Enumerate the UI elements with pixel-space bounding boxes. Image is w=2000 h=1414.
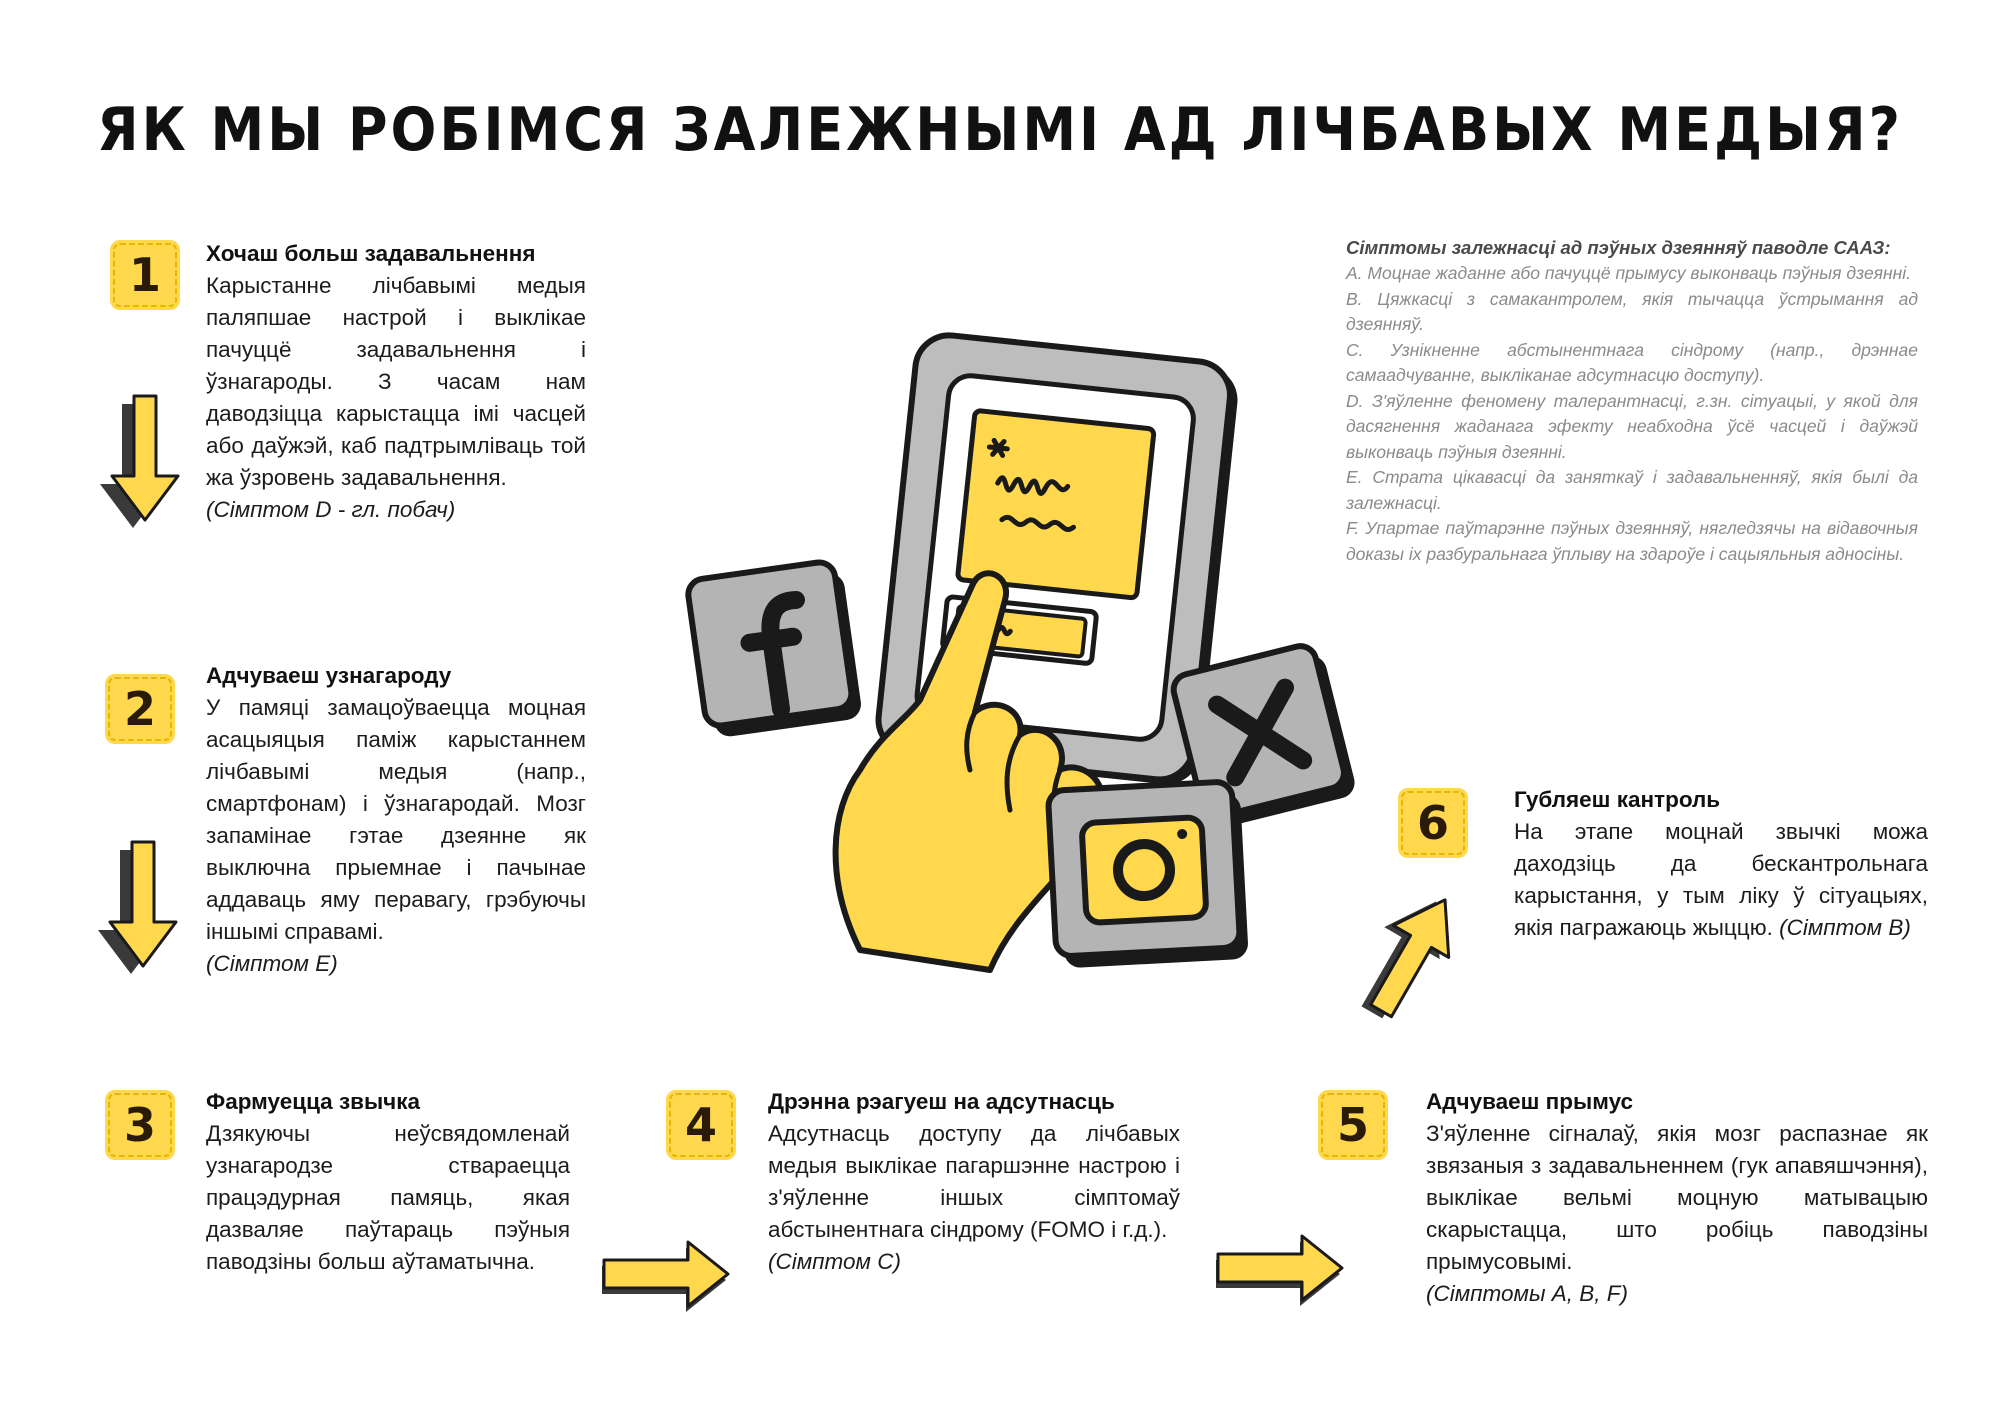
step-2-text: У памяці замацоўваецца моцная асацыяцыя паміж карыстаннем лічбавымі медыя (напр., смартфонам) і ўзнагародай. Мозг запамінае гэтае дзеянне як выключна прыемнае і пачынае аддаваць яму перавагу, грэбуючы іншымі справамі. (Сімптом E) [206,692,586,980]
who-symptom-c: C. Узнікненне абстынентнага сіндрому (напр., дрэннае самаадчуванне, выкліканае адсутнасцю доступу). [1346,339,1918,385]
who-symptom-d: D. З'яўленне феномену талерантнасці, г.зн. сітуацыі, у якой для дасягнення жаданага эфекту неабходна ўсё часцей і даўжэй выконваць пэўныя дзеянні. [1346,390,1918,462]
step-3-badge: 3 [107,1092,173,1158]
page-title: ЯК МЫ РОБІМСЯ ЗАЛЕЖНЫМІ АД ЛІЧБАВЫХ МЕДЫЯ? [97,95,1903,165]
who-symptoms [1346,234,1918,567]
step-3-text: Дзякуючы неўсвядомленай узнагародзе ствараецца працэдурная памяць, якая дазваляе паўтараць пэўныя паводзіны больш аўтаматычна. [206,1121,570,1274]
step-4-symptom: (Сімптом C) [768,1249,901,1274]
who-symptom-e: E. Страта цікавасці да заняткаў і задавальненняў, якія былі да залежнасці. [1346,467,1918,513]
step-5-text: З'яўленне сігналаў, якія мозг распазнае як звязаныя з задавальненнем (гук апавяшчэння), выклікае вельмі моцную матывацыю скарыстацца, што робіць паводзіны прымусовымі. (Сімптомы A, B, F) [1426,1118,1928,1310]
step-1 [206,238,586,526]
step-4-heading: Дрэнна рэагуеш на адсутнасць [768,1089,1115,1114]
step-3-heading: Фармуецца звычка [206,1089,421,1114]
step-6 [1514,784,1928,944]
step-1-symptom: (Сімптом D - гл. побач) [206,497,456,522]
who-symptom-b: B. Цяжкасці з самакантролем, якія тычацца ўстрымання ад дзеянняў. [1346,288,1918,334]
smartphone-illustration [660,340,1360,980]
step-1-text: Карыстанне лічбавымі медыя паляпшае настрой і выклікае пачуццё задавальнення і ўзнагароды. З часам нам даводзіцца карыстацца імі часцей або даўжэй, каб падтрымліваць той жа ўзровень задавальнення. (Сімптом D - гл. побач) [206,270,586,526]
step-2 [206,660,586,980]
step-4 [768,1086,1180,1278]
step-2-badge: 2 [107,676,173,742]
step-3 [206,1086,570,1278]
step-6-text: На этапе моцнай звычкі можа даходзіць да бескантрольнага карыстання, у тым ліку ў сітуацыях, якія пагражаюць жыццю. (Сімптом B) [1514,819,1928,940]
step-5-badge: 5 [1320,1092,1386,1158]
step-6-badge: 6 [1400,790,1466,856]
arrow-down-2 [98,838,188,978]
step-2-heading: Адчуваеш узнагароду [206,663,452,688]
step-4-badge: 4 [668,1092,734,1158]
step-5-heading: Адчуваеш прымус [1426,1089,1634,1114]
step-2-symptom: (Сімптом E) [206,951,338,976]
camera-icon [1048,781,1249,969]
facebook-icon [686,559,863,739]
step-1-badge: 1 [112,242,178,308]
who-symptom-f: F. Упартае паўтарэнне пэўных дзеянняў, нягледзячы на відавочныя доказы іх разбуральнага ўплыву на здароўе і сацыяльныя адносіны. [1346,518,1918,564]
arrow-down-1 [100,392,190,532]
who-symptom-a: A. Моцнае жаданне або пачуццё прымусу выконваць пэўныя дзеянні. [1346,263,1912,283]
who-symptoms-heading: Сімптомы залежнасці ад пэўных дзеянняў паводле СААЗ: [1346,237,1891,258]
step-6-heading: Губляеш кантроль [1514,787,1721,812]
step-5-symptom: (Сімптомы A, B, F) [1426,1281,1629,1306]
step-4-text: Адсутнасць доступу да лічбавых медыя выклікае пагаршэнне настрою і з'яўленне іншых сімптомаў абстынентнага сіндрому (FOMO і г.д.). (Сімптом C) [768,1118,1180,1278]
arrow-up-5-6 [1352,882,1472,1032]
arrow-right-4-5 [1210,1230,1350,1310]
step-6-symptom: (Сімптом B) [1779,915,1911,940]
step-5 [1426,1086,1928,1310]
step-1-heading: Хочаш больш задавальнення [206,241,536,266]
arrow-right-3-4 [596,1236,736,1316]
